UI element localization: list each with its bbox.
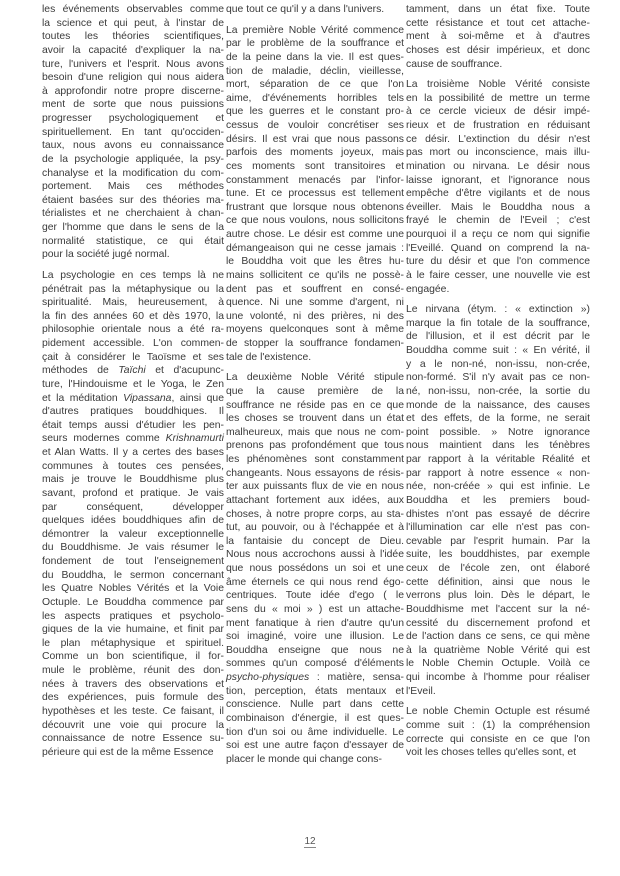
text-line: de la peine dans la vie. Il est ques- (226, 51, 404, 63)
text-line: éveiller. Mais le Bouddha nous a (406, 201, 590, 213)
paragraph (406, 705, 590, 760)
text-line: née, non-créée » qui est infinie. Le (406, 481, 590, 493)
text-line: Le noble Chemin Octuple est résumé (406, 706, 590, 718)
text-line: attachant fortement aux idées, aux (226, 494, 404, 506)
text-line: la fin des années 60 et dès 1970, la (42, 310, 224, 322)
text-line: tale de l'existence. (226, 351, 312, 363)
text-line: était temps aussi d'étudier les pen- (42, 419, 224, 431)
text-line: La psychologie en ces temps là ne (42, 269, 224, 281)
text-column-3 (406, 3, 590, 767)
text-line: hypothèses et les teste. Ce faisant, il (42, 705, 224, 717)
text-line: démangeaison qui ne cesse jamais : (226, 242, 404, 254)
text-line: ture, l'Hindouisme et le Yoga, le Zen (42, 378, 224, 390)
text-line: Bouddha enseigne que nous ne (226, 644, 404, 656)
text-line: que tout ce qu'il y a dans l'univers. (226, 4, 385, 15)
text-line: de l'illusion, et il est décrit par le (406, 331, 590, 343)
text-line: ment à soi-même et à d'autres (406, 31, 590, 43)
text-line: prenons pas profondément que tous (226, 440, 404, 452)
text-line: mination ou nirvana. Le désir nous (406, 160, 590, 172)
text-line: les événements observables comme (42, 4, 224, 15)
text-line: tut, au pouvoir, ou à l'échappée et à (226, 522, 404, 534)
text-line: connaissance de notre Essence su- (42, 733, 224, 745)
text-line: une volonté, ni des prières, ni des (226, 310, 404, 322)
text-line: Comme un bon scientifique, il for- (42, 651, 224, 663)
text-line: ce que nous voulons, nous sollicitons (226, 215, 404, 227)
text-line: besoin d'une religion qui nous aidera (42, 72, 224, 84)
text-line: dhistes n'ont pas essayé de décrire (406, 508, 590, 520)
text-line: fondement de tout l'enseignement (42, 556, 224, 567)
text-line: à la quatrième Noble Vérité qui est (406, 644, 590, 656)
text-line: La troisième Noble Vérité consiste (406, 79, 590, 91)
text-line: les Quatre Nobles Vérités et la Voie (42, 583, 224, 595)
text-line: de l'action dans ce sens, ce qui mène (406, 631, 590, 643)
text-line: par rapport à la véritable Réalité et (406, 454, 590, 465)
text-line: mule le problème, réunit des don- (42, 665, 224, 676)
text-line: souffrance ne réside pas en ce que (226, 399, 404, 411)
text-line: ment de sorte que nous puissions (42, 99, 224, 111)
text-line: pour la société jugé normal. (42, 249, 170, 261)
text-line: progresser psychologiquement et (42, 113, 224, 124)
text-line: pénétrait pas la métaphysique ou la (42, 283, 224, 295)
text-line: La première Noble Vérité commence (226, 24, 404, 36)
text-line: frayé le chemin de l'Eveil ; c'est (406, 215, 590, 227)
text-line: que les guerres et le constant pro- (226, 106, 404, 118)
paragraph (406, 3, 590, 71)
text-line: toutes les théories scientifiques, (42, 31, 224, 43)
text-line: marque la fin totale de la souffrance, (406, 317, 590, 329)
text-line: le plan métaphysique et spirituel. (42, 637, 224, 649)
text-line: La deuxième Noble Vérité stipule (226, 372, 404, 384)
text-line: la science et qui peut, à l'instar de (42, 17, 224, 29)
text-line: choses, à notre propre corps, au sta- (226, 508, 404, 520)
text-line: suite, les bouddhistes, par exemple (406, 549, 590, 561)
text-line: mains sollicitent ce qu'ils ne possè- (226, 269, 404, 281)
text-line: cessité du discernement profond et (406, 617, 590, 629)
text-line: mort, séparation de ce que l'on (226, 79, 404, 91)
text-line: et Alan Watts. Il y a certes des bases (42, 447, 224, 458)
text-line: çait à considérer le Taoïsme et ses (42, 351, 224, 363)
text-line: soi est une autre façon d'essayer de (226, 740, 404, 752)
text-line: désirs. Il est vrai que nous passons (226, 133, 404, 145)
text-line: à approfondir notre propre discerne- (42, 85, 224, 97)
text-line: cessus de vouloir concrétiser ses (226, 120, 404, 131)
text-line: dent pas et souffrent en consé- (226, 283, 404, 295)
paragraph (406, 303, 590, 698)
text-line: la fantaisie du concept de Dieu. (226, 535, 404, 547)
text-line: par conséquent, développer (42, 501, 224, 513)
text-line: cevable par l'esprit humain. Par la (406, 535, 590, 547)
text-line: que la cause première de la (226, 385, 404, 397)
text-line: du Bouddha, le sermon concernant (42, 569, 224, 581)
text-line: Nous nous accrochons aussi à l'idée (226, 549, 404, 561)
text-line: ceux de l'école zen, ont élaboré (406, 563, 590, 574)
text-line: tion d'un soi ou âme individuelle. Le (226, 726, 404, 738)
text-line: autre chose. Le désir est comme une (226, 229, 404, 240)
text-line: portement. Mais ces méthodes (42, 181, 224, 193)
text-line: sens du « moi » ) est un attache- (226, 603, 404, 615)
text-line: malheureux, mais que nous ne com- (226, 426, 404, 438)
text-line: chanalyse et la modification du com- (42, 167, 224, 179)
text-line: étaient basées sur des théories ma- (42, 194, 224, 206)
text-line: rieux et de frustration en réduisant (406, 120, 590, 131)
text-column-2 (226, 3, 404, 773)
text-line: quelques idées bouddhiques afin de (42, 515, 224, 527)
text-line: ce désir. L'extinction du désir n'est (406, 133, 590, 145)
text-line: nées à travers des observations et (42, 678, 224, 690)
text-line: choses est désir impérieux, et donc (406, 44, 590, 56)
text-line: tamment, dans un état fixe. Toute (406, 4, 590, 15)
text-line: cause de souffrance. (406, 58, 503, 70)
text-line: ture, l'univers et l'esprit. Nous avons (42, 58, 224, 70)
paragraph (226, 24, 404, 365)
text-line: cette définition, ainsi que nous le (406, 576, 590, 588)
text-line: par le problème de la souffrance et (226, 38, 404, 50)
text-line: seurs modernes comme Krishnamurti (42, 433, 224, 445)
text-line: et la méditation Vipassana, ainsi que (42, 392, 224, 404)
paragraph (226, 371, 404, 766)
text-line: les phénomènes sont constamment (226, 454, 404, 465)
text-line: Bouddha et les premiers boud- (406, 494, 590, 506)
paragraph (406, 78, 590, 296)
text-line: les aspects pratiques et psycholo- (42, 610, 224, 622)
text-line: engagée. (406, 283, 450, 295)
text-line: Octuple. Le Bouddha commence par (42, 596, 224, 608)
text-line: né, non-issu, non-crée, la sortie du (406, 385, 590, 397)
text-line: moyens quelconques sont à même (226, 324, 404, 336)
text-line: spiritualité. Mais, heureusement, à (42, 297, 224, 309)
text-line: aime, d'événements horribles tels (226, 92, 404, 104)
paragraph (42, 3, 224, 262)
text-line: du Bouddhisme. Je vais résumer le (42, 542, 224, 554)
text-line: l'Eveil. (406, 685, 436, 697)
text-line: ter aux puissants flux de vie en nous (226, 481, 404, 493)
text-line: y a le non-né, non-issu, non-crée, (406, 358, 590, 370)
text-line: tion, perception, états mentaux et (226, 685, 404, 697)
text-line: non-formé. S'il n'y avait pas ce non- (406, 372, 590, 384)
text-line: Bouddha comme suit : « En vérité, il (406, 345, 590, 356)
text-line: soi imaginé, voire une illusion. Le (226, 631, 404, 643)
text-line: par rapport à notre essence « non- (406, 467, 590, 479)
page-number (300, 836, 320, 847)
text-line: point possible. » Notre ignorance (406, 426, 590, 438)
text-line: à le faire cesser, une nouvelle vie est (406, 269, 590, 281)
text-line: frustrant que lorsque nous obtenons (226, 201, 404, 213)
text-line: philosophie orientale nous a été ra- (42, 324, 224, 336)
text-line: ment fanatique à rien d'autre qu'un (226, 617, 404, 629)
text-line: le Noble Chemin Octuple. Voilà ce (406, 658, 590, 670)
text-line: périeure qui est de la même Essence (42, 746, 214, 758)
text-line: âme éternels ce qui nous rend égo- (226, 576, 404, 588)
text-line: tion de maladie, déclin, vieillesse, (226, 65, 404, 77)
text-line: l'Eveillé. Quand on comprend la na- (406, 242, 590, 254)
text-line: parfois des moments joyeux, mais (226, 147, 404, 159)
text-line: correcte qui consiste en ce que l'on (406, 733, 590, 745)
text-line: comme suit : (1) la compréhension (406, 719, 590, 731)
text-line: pidement accessible. L'on commen- (42, 338, 224, 349)
text-line: laisse ignorant, et l'ignorance nous (406, 174, 590, 186)
text-line: nous maintient dans les ténèbres (406, 440, 590, 452)
text-line: qui incombe à l'homme pour réaliser (406, 672, 590, 683)
paragraph (226, 3, 404, 17)
text-line: empêche d'être vigilants et de nous (406, 188, 590, 200)
text-line: spirituellement. En tant qu'occiden- (42, 126, 224, 138)
text-line: sommes qu'un composé d'éléments (226, 658, 404, 670)
text-line: tune. Et ce processus est tellement (226, 188, 404, 200)
text-line: le Bouddha voit que les êtres hu- (226, 256, 404, 268)
text-line: en la possibilité de mettre un terme (406, 92, 590, 104)
text-line: constamment menacés par l'infor- (226, 174, 404, 186)
text-line: l'illumination car elle n'est pas con- (406, 522, 590, 534)
text-line: quence. Ni une somme d'argent, ni (226, 297, 404, 309)
text-line: que nous possédons un soi et une (226, 563, 404, 574)
text-line: mais je trouve le Bouddhisme plus (42, 474, 224, 486)
text-line: taux, nous avons eu connaissance (42, 140, 224, 152)
text-line: verrons plus loin. Dès le départ, le (406, 590, 590, 602)
text-line: ture du désir et que l'on commence (406, 256, 590, 268)
text-line: térialistes et ne cherchaient à chan- (42, 208, 224, 220)
text-line: pourquoi il a reçu ce nom qui signifie (406, 229, 590, 240)
text-line: Bouddhisme met l'accent sur la né- (406, 603, 590, 615)
text-line: et des effets, de la forme, ne serait (406, 413, 590, 425)
text-line: combinaison d'énergie, il est ques- (226, 712, 404, 724)
text-line: ces moments sont transitoires et (226, 160, 404, 172)
text-column-1 (42, 3, 224, 766)
text-line: giques de la vie humaine, et finit par (42, 624, 224, 636)
text-line: de stopper la souffrance fondamen- (226, 338, 404, 349)
text-line: changeants. Nous essayons de résis- (226, 467, 404, 479)
page-number-text: 12 (304, 836, 316, 847)
text-line: centriques. Toute idée d'ego ( le (226, 590, 404, 602)
text-line: découvrit une voie qui procure la (42, 719, 224, 731)
text-line: placer le monde qui change cons- (226, 753, 382, 765)
text-line: démontrer la valeur exceptionnelle (42, 528, 224, 540)
text-line: ger l'homme que dans le sens de la (42, 222, 224, 233)
paragraph (42, 269, 224, 760)
text-line: des expériences, puis formule des (42, 692, 224, 704)
text-line: monde de la naissance, des causes (406, 399, 590, 411)
text-line: psycho-physiques : matière, sensa- (226, 672, 404, 683)
text-line: pas mort ou inconscience, mais illu- (406, 147, 590, 159)
text-line: normalité statistique, ce qui était (42, 235, 224, 247)
text-line: conscience. Nulle part dans cette (226, 699, 404, 711)
text-line: communes à toutes ces pensées, (42, 460, 224, 472)
text-line: cette résistance et tout cet attache- (406, 17, 590, 29)
text-line: méthodes de Taïchi et d'acupunc- (42, 365, 225, 377)
text-line: d'autres pratiques bouddhiques. Il (42, 406, 224, 418)
text-line: savant, profond et pratique. Je vais (42, 487, 224, 499)
text-line: avoir la capacité d'expliquer la na- (42, 44, 224, 56)
text-line: les choses se trouvent dans un état (226, 413, 404, 425)
text-line: voit les choses telles qu'elles sont, et (406, 747, 577, 759)
text-line: à ce cercle vicieux de désir impé- (406, 106, 590, 118)
text-line: Le nirvana (étym. : « extinction ») (406, 304, 590, 316)
text-line: de la psychologie appliquée, la psy- (42, 153, 224, 165)
